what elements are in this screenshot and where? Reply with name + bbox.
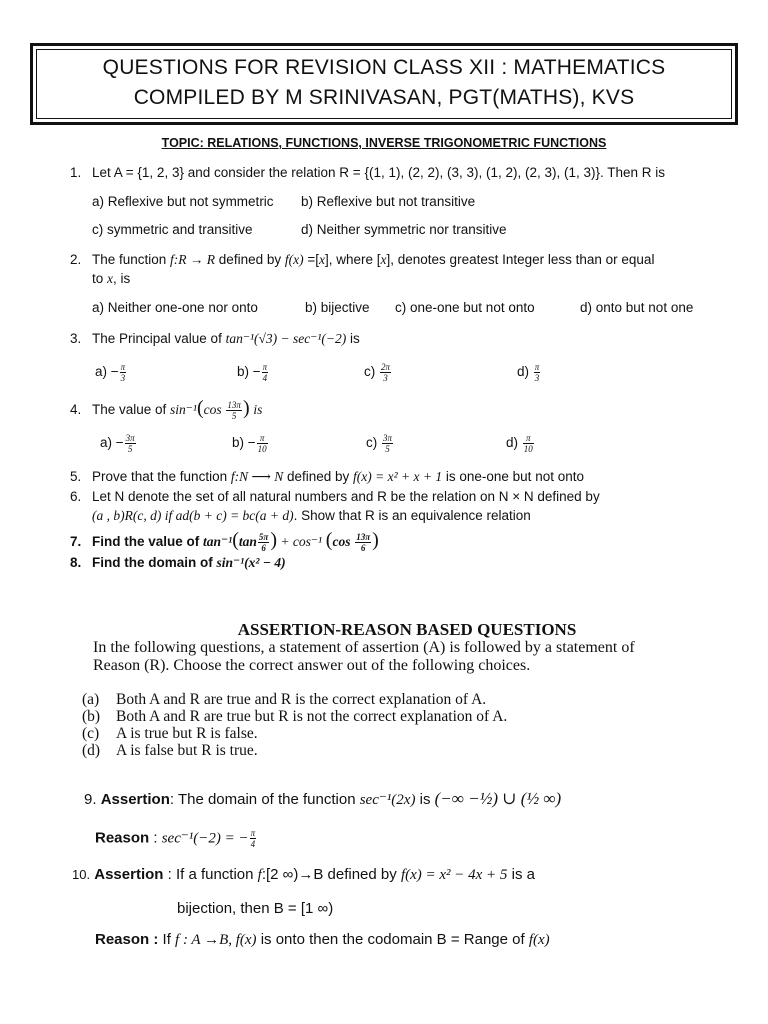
text-part: , is	[113, 271, 131, 286]
numerator: π	[250, 828, 256, 838]
numerator: π	[523, 433, 534, 444]
q1-option-a: a) Reflexive but not symmetric	[92, 194, 274, 209]
reason-label: Reason :	[95, 931, 159, 948]
numerator: π	[120, 362, 126, 372]
denominator: 10	[523, 444, 533, 454]
text-part: defined by	[283, 469, 354, 484]
question-number: 6.	[70, 489, 82, 504]
text-part: is	[346, 331, 360, 346]
math-expression: tan	[238, 534, 257, 549]
math-expression: f	[257, 867, 262, 883]
fraction	[262, 362, 269, 383]
math-expression: tan⁻¹(√3) − sec⁻¹(−2)	[225, 331, 347, 346]
reason-label: Reason	[95, 829, 150, 847]
math-expression: f(x) = x² + x + 1	[353, 469, 443, 484]
numerator: 3π	[125, 433, 135, 443]
topic-heading: TOPIC: RELATIONS, FUNCTIONS, INVERSE TRIGONOMETRIC FUNCTIONS	[161, 136, 607, 150]
choice-label: (b)	[82, 708, 101, 725]
choice-label: (d)	[82, 742, 101, 759]
math-expression: is	[253, 402, 263, 417]
title-line-2: COMPILED BY M SRINIVASAN, PGT(MATHS), KVS	[133, 86, 635, 109]
math-expression: + cos⁻¹	[276, 534, 323, 549]
option-label: c)	[366, 435, 381, 451]
numerator: 13π	[356, 531, 371, 542]
ar-choice-d	[82, 742, 258, 760]
text-part: is a	[507, 866, 535, 883]
question-5	[70, 469, 584, 485]
math-expression: f:N ⟶ N	[230, 469, 284, 484]
choice-text: Both A and R are true but R is not the correct explanation of A.	[116, 708, 508, 725]
question-8	[70, 555, 286, 571]
q4-option-a	[100, 433, 137, 454]
q3-option-d	[517, 362, 541, 383]
math-expression: x	[318, 252, 325, 267]
denominator: 5	[385, 444, 390, 454]
q1-option-d: d) Neither symmetric nor transitive	[301, 222, 507, 237]
question-number: 3.	[70, 331, 82, 346]
option-label: b) −	[237, 364, 261, 380]
choice-text: Both A and R are true and R is the correct explanation of A.	[116, 691, 487, 708]
question-3	[70, 331, 360, 347]
question-text: Let A = {1, 2, 3} and consider the relation R = {(1, 1), (2, 2), (3, 3), (1, 2), (2, 3), (1, 3)}. Then R is	[92, 165, 666, 180]
text-part: Let N denote the set of all natural numbers and R be the relation on N × N defined by	[92, 489, 600, 504]
q4-option-b	[232, 433, 269, 454]
math-expression: (−∞ −½) ∪ (½ ∞)	[434, 789, 562, 808]
text-part: The Principal value of	[92, 331, 226, 346]
fraction	[355, 532, 371, 553]
question-number: 9.	[84, 791, 97, 808]
text-part: defined by	[215, 252, 285, 267]
question-9-reason	[95, 828, 257, 849]
denominator: 6	[360, 542, 366, 553]
text-part: :	[149, 829, 162, 847]
q2-option-b: b) bijective	[305, 300, 370, 315]
denominator: 3	[120, 373, 126, 383]
question-9-assertion	[84, 789, 561, 809]
option-label: a) −	[100, 435, 124, 451]
question-1	[70, 165, 665, 180]
text-part: . Show that R is an equivalence relation	[293, 508, 531, 523]
question-number: 1.	[70, 165, 82, 180]
ar-choice-c	[82, 725, 258, 743]
math-expression: x	[380, 252, 387, 267]
q4-option-c	[366, 433, 394, 454]
ar-choice-b	[82, 708, 507, 726]
text-part: The value of	[92, 402, 171, 417]
math-expression: cos	[203, 402, 222, 417]
question-6	[70, 489, 600, 504]
question-10-assertion-continued: bijection, then B = [1 ∞)	[177, 900, 334, 917]
numerator: 5π	[258, 531, 269, 542]
text-part: =[	[303, 252, 319, 267]
question-number: 5.	[70, 469, 82, 484]
fraction	[382, 433, 393, 454]
text-part: to	[92, 271, 108, 286]
denominator: 4	[262, 373, 268, 383]
question-number: 10.	[72, 867, 91, 882]
question-number: 7.	[70, 534, 82, 549]
choice-label: (a)	[82, 691, 100, 708]
option-label: a) −	[95, 364, 119, 380]
text-part: is one-one but not onto	[442, 469, 584, 484]
close-paren: )	[270, 529, 277, 551]
q4-option-d	[506, 433, 535, 454]
numerator: 2π	[381, 362, 391, 372]
text-part: is onto then the codomain B = Range of	[256, 931, 529, 948]
numerator: π	[534, 362, 540, 372]
q2-option-a: a) Neither one-one nor onto	[92, 300, 258, 315]
math-expression: f(x)	[284, 252, 304, 267]
q1-option-c: c) symmetric and transitive	[92, 222, 253, 237]
option-label: c)	[364, 364, 379, 380]
math-expression: sin⁻¹	[170, 402, 197, 417]
math-expression: f(x) = x² − 4x + 5	[400, 867, 508, 883]
denominator: 4	[250, 839, 256, 849]
text-part: : The domain of the function	[169, 791, 360, 808]
fraction	[258, 532, 269, 553]
math-expression: sin⁻¹(x² − 4)	[216, 555, 286, 570]
open-paren: (	[232, 529, 239, 551]
choice-text: A is true but R is false.	[116, 725, 258, 742]
assertion-label: Assertion	[94, 866, 164, 883]
fraction	[120, 362, 127, 383]
math-expression: sec⁻¹(2x)	[359, 792, 416, 808]
ar-choice-a	[82, 691, 486, 709]
question-10-reason	[95, 931, 550, 949]
question-number: 2.	[70, 252, 82, 267]
text-part: : If a function	[163, 866, 258, 883]
q2-option-d: d) onto but not one	[580, 300, 694, 315]
fraction	[250, 828, 257, 849]
q1-option-b: b) Reflexive but not transitive	[301, 194, 476, 209]
denominator: 5	[231, 410, 237, 421]
close-paren: )	[242, 397, 250, 419]
fraction	[380, 362, 391, 383]
question-2-continued	[92, 271, 130, 287]
title-line-1: QUESTIONS FOR REVISION CLASS XII : MATHEMATICS	[102, 56, 666, 79]
text-part: ], denotes greatest Integer less than or equal	[386, 252, 655, 267]
fraction	[226, 400, 242, 421]
q3-option-a	[95, 362, 127, 383]
text-part: is	[415, 791, 435, 808]
math-expression: x	[107, 271, 114, 286]
math-expression: sec⁻¹(−2) = −	[161, 830, 249, 847]
option-label: b) −	[232, 435, 256, 451]
choice-label: (c)	[82, 725, 100, 742]
question-number: 8.	[70, 555, 82, 570]
text-part: Find the value of	[92, 534, 204, 549]
assertion-label: Assertion	[100, 791, 170, 808]
text-part: If	[158, 931, 176, 948]
option-label: d)	[517, 364, 533, 380]
text-part: :[2 ∞)→B defined by	[261, 866, 401, 883]
fraction	[257, 433, 268, 454]
question-number: 4.	[70, 402, 82, 417]
assertion-reason-intro-line-2: Reason (R). Choose the correct answer out of the following choices.	[93, 657, 531, 674]
text-part: ], where [	[324, 252, 381, 267]
numerator: π	[262, 362, 268, 372]
math-expression: f:R → R	[170, 252, 216, 267]
title-box	[30, 43, 738, 125]
question-6-continued	[92, 508, 531, 524]
math-expression: f(x)	[528, 932, 550, 948]
fraction	[523, 433, 534, 454]
q3-option-c	[364, 362, 392, 383]
denominator: 3	[383, 373, 388, 383]
open-paren: (	[325, 529, 333, 551]
math-expression: tan⁻¹	[203, 534, 233, 549]
close-paren: )	[372, 529, 379, 551]
fraction	[534, 362, 541, 383]
numerator: 13π	[227, 399, 241, 410]
denominator: 3	[534, 373, 540, 383]
question-2	[70, 252, 654, 268]
question-4	[70, 397, 262, 421]
question-10-assertion	[72, 866, 535, 884]
option-label: d)	[506, 435, 522, 451]
math-expression: f : A →B, f(x)	[175, 932, 257, 948]
denominator: 6	[261, 542, 266, 553]
math-expression: cos	[332, 534, 351, 549]
denominator: 10	[257, 444, 267, 454]
question-7	[70, 529, 379, 553]
open-paren: (	[196, 397, 204, 419]
q3-option-b	[237, 362, 269, 383]
denominator: 5	[127, 444, 133, 454]
text-part: The function	[92, 252, 171, 267]
assertion-reason-heading: ASSERTION-REASON BASED QUESTIONS	[237, 620, 577, 639]
q2-option-c: c) one-one but not onto	[395, 300, 535, 315]
assertion-reason-intro-line-1: In the following questions, a statement of assertion (A) is followed by a statement of	[93, 639, 635, 656]
numerator: π	[257, 433, 268, 444]
math-expression: (a , b)R(c, d) if ad(b + c) = bc(a + d)	[92, 508, 294, 523]
choice-text: A is false but R is true.	[116, 742, 258, 759]
text-part: Prove that the function	[92, 469, 231, 484]
numerator: 3π	[383, 433, 393, 443]
fraction	[125, 433, 136, 454]
text-part: Find the domain of	[92, 555, 217, 570]
